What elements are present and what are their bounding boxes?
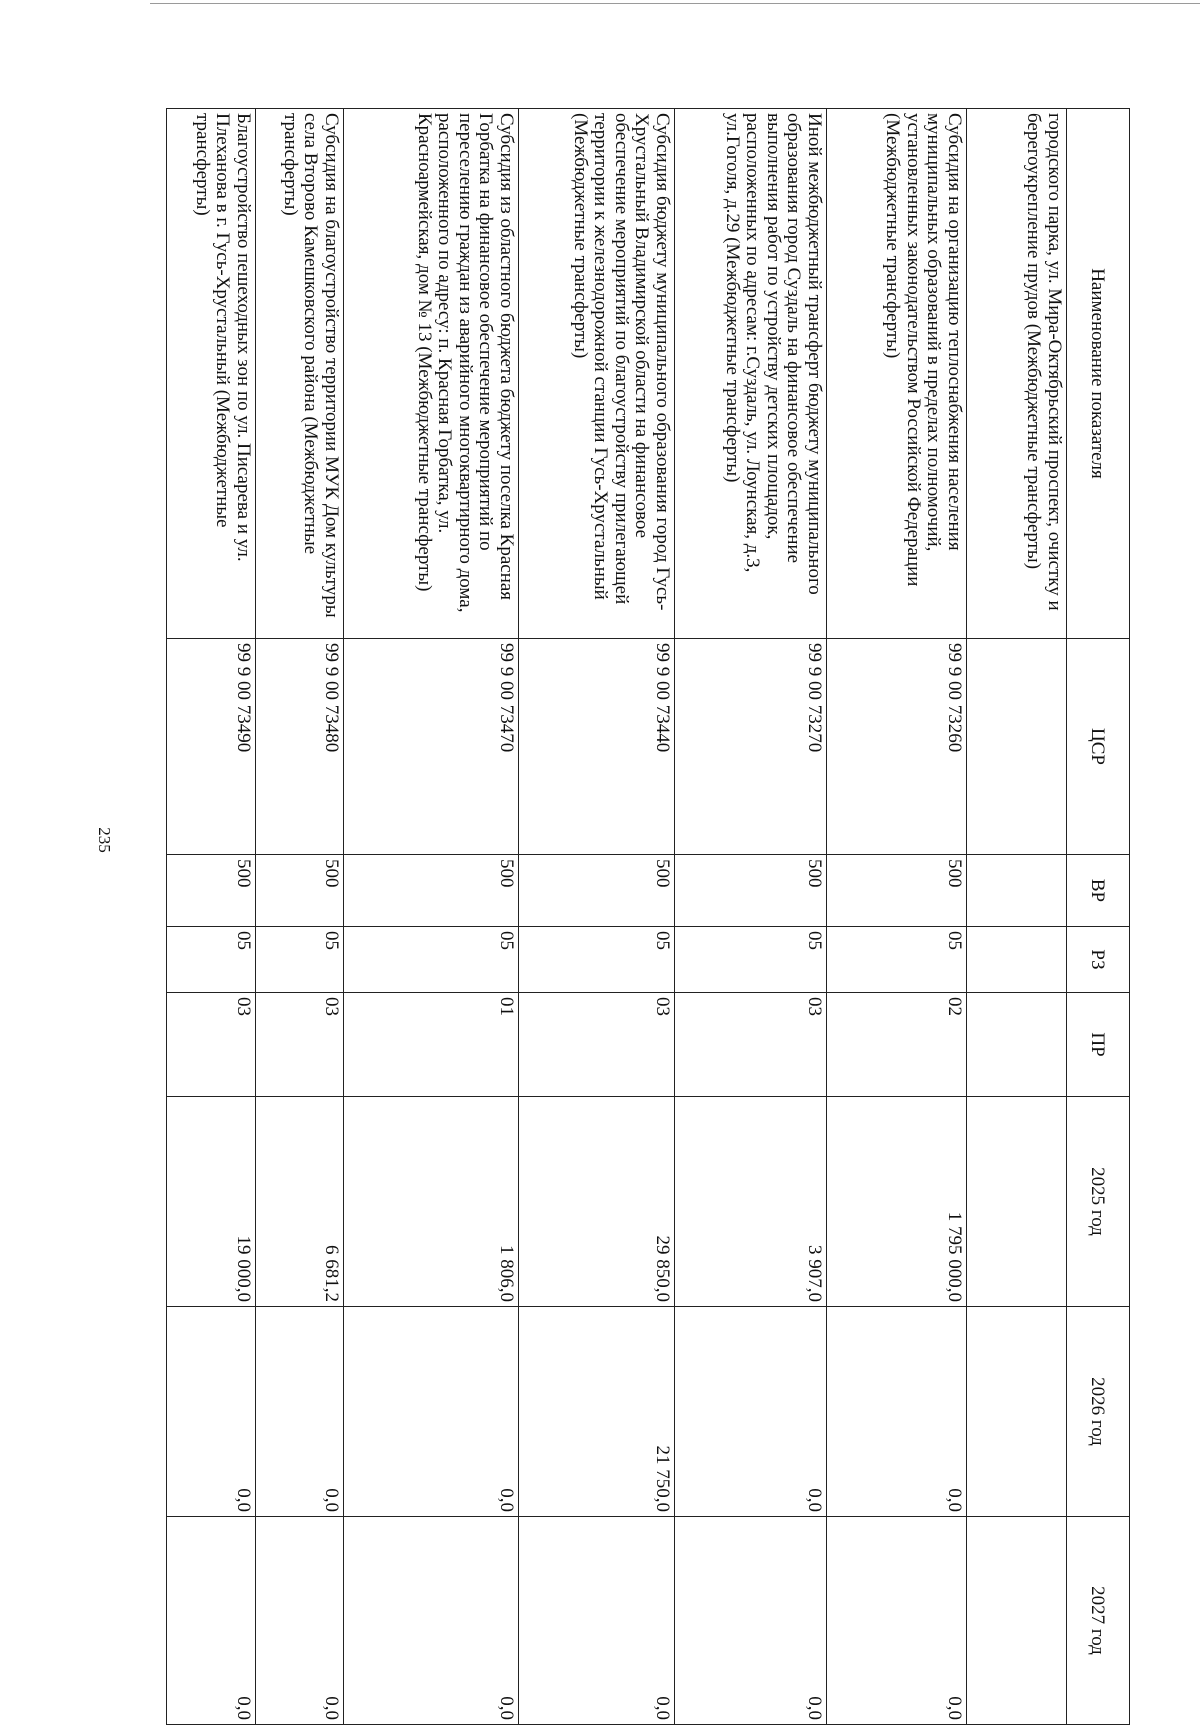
cell-2027: 0,0 (256, 1517, 344, 1725)
cell-name: Благоустройство пешеходных зон по ул. Писарева и ул. Плеханова в г. Гусь-Хрустальный (Межбюджетные трансферты) (167, 109, 256, 639)
header-2026: 2026 год (1067, 1307, 1130, 1517)
cell-pr (967, 993, 1067, 1097)
cell-name: Иной межбюджетный трансферт бюджету муниципального образования город Суздаль на финансовое обеспечение выполнения работ по устройству детских площадок, расположенных по адресам: г.Суздаль, ул. Лоунская, д.3, ул.Гоголя, д.29 (Межбюджетные трансферты) (675, 109, 827, 639)
cell-rz: 05 (519, 927, 675, 993)
cell-pr: 03 (256, 993, 344, 1097)
cell-2026: 0,0 (344, 1307, 519, 1517)
header-rz: РЗ (1067, 927, 1130, 993)
cell-2025: 3 907,0 (675, 1097, 827, 1307)
cell-name: Субсидия из областного бюджета бюджету поселка Красная Горбатка на финансовое обеспечение мероприятий по переселению граждан из аварийного многоквартирного дома, расположенного по адресу: п. Красная Горбатка, ул. Красноармейская, дом № 13 (Межбюджетные трансферты) (344, 109, 519, 639)
cell-2025: 6 681,2 (256, 1097, 344, 1307)
header-pr: ПР (1067, 993, 1130, 1097)
table-row (167, 109, 256, 1725)
header-2025: 2025 год (1067, 1097, 1130, 1307)
table-row (519, 109, 675, 1725)
cell-pr: 03 (675, 993, 827, 1097)
cell-rz: 05 (167, 927, 256, 993)
cell-pr: 02 (827, 993, 967, 1097)
cell-2025 (967, 1097, 1067, 1307)
cell-csr: 99 9 00 73490 (167, 639, 256, 855)
cell-2027: 0,0 (827, 1517, 967, 1725)
cell-2027 (967, 1517, 1067, 1725)
header-row (1067, 109, 1130, 1725)
cell-2025: 1 806,0 (344, 1097, 519, 1307)
table-row (256, 109, 344, 1725)
cell-name: городского парка, ул. Мира-Октябрьский проспект, очистку и берегоукрепление прудов (Межбюджетные трансферты) (967, 109, 1067, 639)
cell-2025: 29 850,0 (519, 1097, 675, 1307)
cell-vr: 500 (344, 855, 519, 927)
cell-2027: 0,0 (519, 1517, 675, 1725)
cell-pr: 01 (344, 993, 519, 1097)
page-number: 235 (95, 827, 114, 853)
cell-rz: 05 (827, 927, 967, 993)
cell-csr: 99 9 00 73440 (519, 639, 675, 855)
cell-2025: 19 000,0 (167, 1097, 256, 1307)
cell-rz: 05 (675, 927, 827, 993)
cell-name: Субсидия бюджету муниципального образования город Гусь-Хрустальный Владимирской области на финансовое обеспечение мероприятий по благоустройству прилегающей территории к железнодорожной станции Гусь-Хрустальный (Межбюджетные трансферты) (519, 109, 675, 639)
header-2027: 2027 год (1067, 1517, 1130, 1725)
cell-pr: 03 (167, 993, 256, 1097)
cell-2027: 0,0 (344, 1517, 519, 1725)
cell-csr: 99 9 00 73270 (675, 639, 827, 855)
cell-2026: 0,0 (167, 1307, 256, 1517)
cell-2025: 1 795 000,0 (827, 1097, 967, 1307)
cell-vr: 500 (827, 855, 967, 927)
cell-2026 (967, 1307, 1067, 1517)
cell-2026: 21 750,0 (519, 1307, 675, 1517)
cell-csr: 99 9 00 73480 (256, 639, 344, 855)
cell-csr (967, 639, 1067, 855)
cell-name: Субсидия на благоустройство территории МУК Дом культуры села Второво Камешковского района (Межбюджетные трансферты) (256, 109, 344, 639)
table-row (827, 109, 967, 1725)
header-csr: ЦСР (1067, 639, 1130, 855)
cell-vr: 500 (675, 855, 827, 927)
cell-pr: 03 (519, 993, 675, 1097)
cell-csr: 99 9 00 73260 (827, 639, 967, 855)
cell-2026: 0,0 (827, 1307, 967, 1517)
header-name: Наименование показателя (1067, 109, 1130, 639)
header-vr: ВР (1067, 855, 1130, 927)
cell-vr: 500 (256, 855, 344, 927)
table-row (344, 109, 519, 1725)
cell-2027: 0,0 (167, 1517, 256, 1725)
cell-2026: 0,0 (256, 1307, 344, 1517)
table-row (967, 109, 1067, 1725)
table-row (675, 109, 827, 1725)
cell-2026: 0,0 (675, 1307, 827, 1517)
cell-vr: 500 (167, 855, 256, 927)
cell-rz: 05 (256, 927, 344, 993)
cell-rz: 05 (344, 927, 519, 993)
budget-table (166, 108, 1130, 1725)
cell-2027: 0,0 (675, 1517, 827, 1725)
cell-vr (967, 855, 1067, 927)
cell-rz (967, 927, 1067, 993)
cell-csr: 99 9 00 73470 (344, 639, 519, 855)
scan-top-edge-line (150, 3, 1200, 4)
budget-table-rotated (170, 108, 1130, 1724)
cell-vr: 500 (519, 855, 675, 927)
cell-name: Субсидия на организацию теплоснабжения населения муниципальных образований в пределах полномочий, установленных законодательством Российской Федерации (Межбюджетные трансферты) (827, 109, 967, 639)
